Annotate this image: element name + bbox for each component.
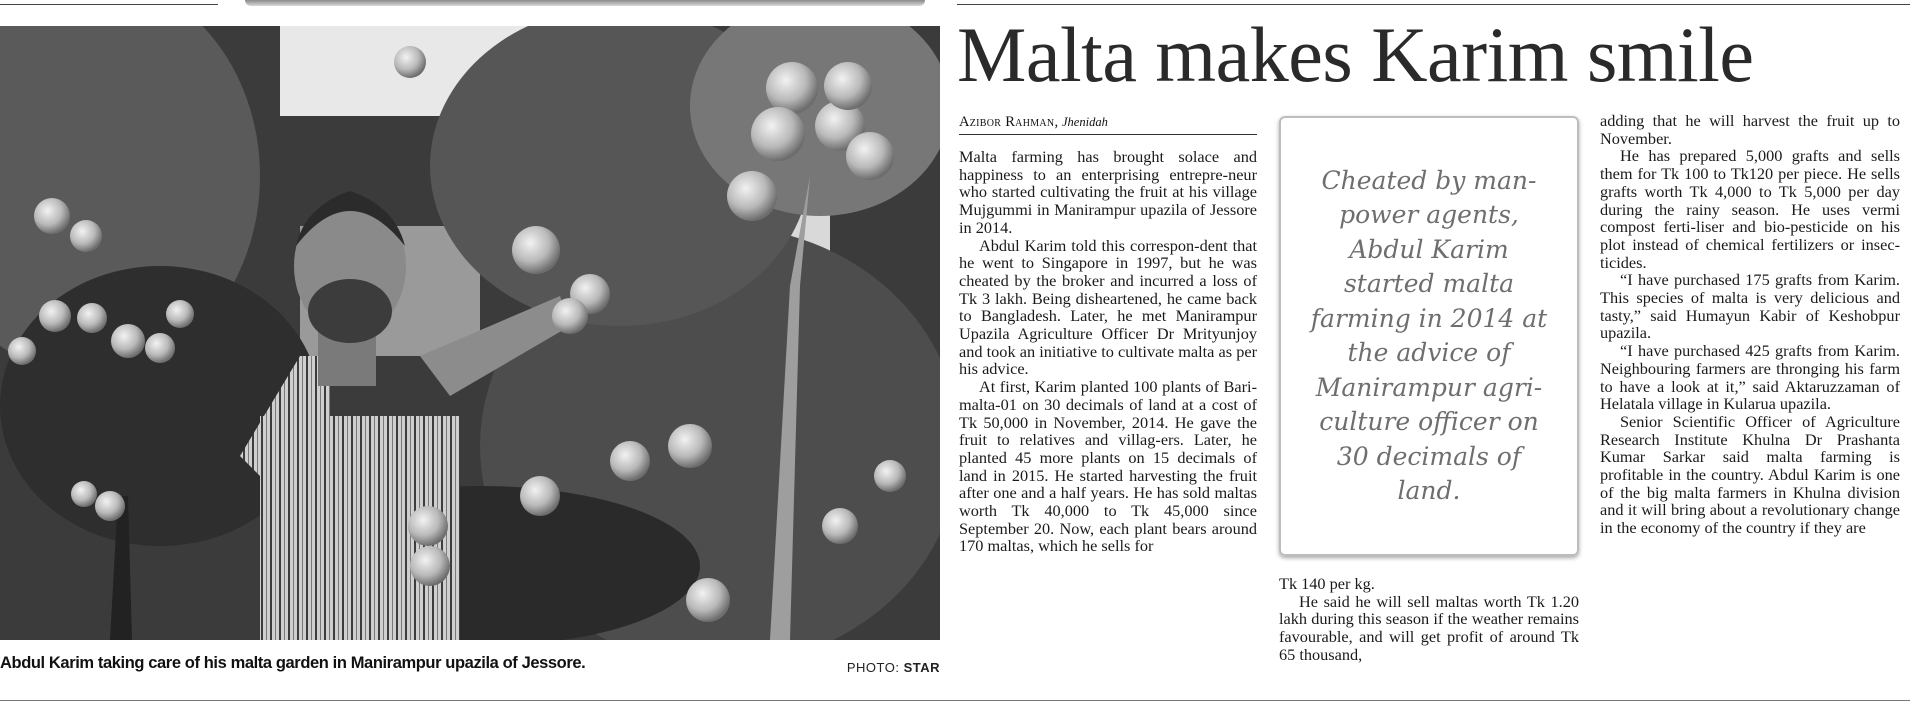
- bottom-rule: [0, 700, 1910, 701]
- top-shadow-bar: [245, 0, 925, 6]
- paragraph: “I have purchased 425 grafts from Karim. Neighbouring farmers are thronging his farm to have a look at it,” said Aktaruzzaman of Helatala village in Kularua upazila.: [1600, 341, 1900, 414]
- photo-credit: [847, 660, 940, 675]
- paragraph: At first, Karim planted 100 plants of Bari-malta-01 on 30 decimals of land at a cost of Tk 50,000 in November, 2014. He gave the fruit to relatives and villag-ers. Later, he planted 45 more plants on 15 decimals of land in 2015. He started harvesting the fruit after one and a half years. He has sold maltas worth Tk 40,000 to Tk 45,000 since September 20. Now, each plant bears around 170 maltas, which he sells for: [959, 377, 1257, 556]
- paragraph: Malta farming has brought solace and happiness to an enterprising entrepre-neur who started cultivating the fruit at his village Mujgummi in Manirampur upazila of Jessore in 2014.: [959, 147, 1257, 237]
- photo-caption: Abdul Karim taking care of his malta garden in Manirampur upazila of Jessore.: [0, 654, 586, 672]
- pull-quote-text: Cheated by man-power agents, Abdul Karim started malta farming in 2014 at the advice of Manirampur agri-culture officer on 30 decimals of land.: [1310, 165, 1548, 505]
- byline-location: Jhenidah: [1062, 115, 1108, 129]
- top-rule-left: [0, 4, 218, 5]
- paragraph: “I have purchased 175 grafts from Karim. This species of malta is very delicious and tasty,” said Humayun Kabir of Keshobpur upazila.: [1600, 270, 1900, 343]
- top-rule-right: [957, 4, 1910, 5]
- byline: [959, 114, 1257, 135]
- paragraph: Senior Scientific Officer of Agriculture Research Institute Khulna Dr Prashanta Kumar Sarkar said malta farming is profitable in the country. Abdul Karim is one of the big malta farmers in Khulna division and it will bring about a revolutionary change in the economy of the country if they are: [1600, 411, 1900, 538]
- article-column-3: [1600, 112, 1900, 537]
- paragraph: He has prepared 5,000 grafts and sells them for Tk 100 to Tk120 per piece. He sells grafts worth Tk 4,000 to Tk 5,000 per day during the rainy season. He uses vermi compost ferti-liser and bio-pesticide on his plot instead of chemical fertilizers or insec-ticides.: [1600, 146, 1900, 272]
- article-column-1: [959, 148, 1257, 555]
- paragraph: Tk 140 per kg.: [1279, 574, 1375, 593]
- article-column-2: [1279, 575, 1579, 664]
- paragraph: He said he will sell maltas worth Tk 1.20 lakh during this season if the weather remains favourable, and will get profit of around Tk 65 thousand,: [1279, 591, 1579, 664]
- paragraph: adding that he will harvest the fruit up to November.: [1600, 111, 1900, 148]
- photo-credit-prefix: PHOTO:: [846, 660, 900, 675]
- article-photo: [0, 26, 940, 640]
- byline-name: Azibor Rahman,: [959, 114, 1059, 130]
- pull-quote-box: [1279, 116, 1579, 556]
- article-headline: Malta makes Karim smile: [957, 11, 1754, 98]
- paragraph: Abdul Karim told this correspon-dent that he went to Singapore in 1997, but he was cheated by the broker and incurred a loss of Tk 3 lakh. Being disheartened, he came back to Bangladesh. Later, he met Manirampur Upazila Agriculture Officer Dr Mrityunjoy and took an initiative to cultivate malta as per his advice.: [959, 235, 1257, 379]
- photo-credit-source: STAR: [903, 660, 940, 675]
